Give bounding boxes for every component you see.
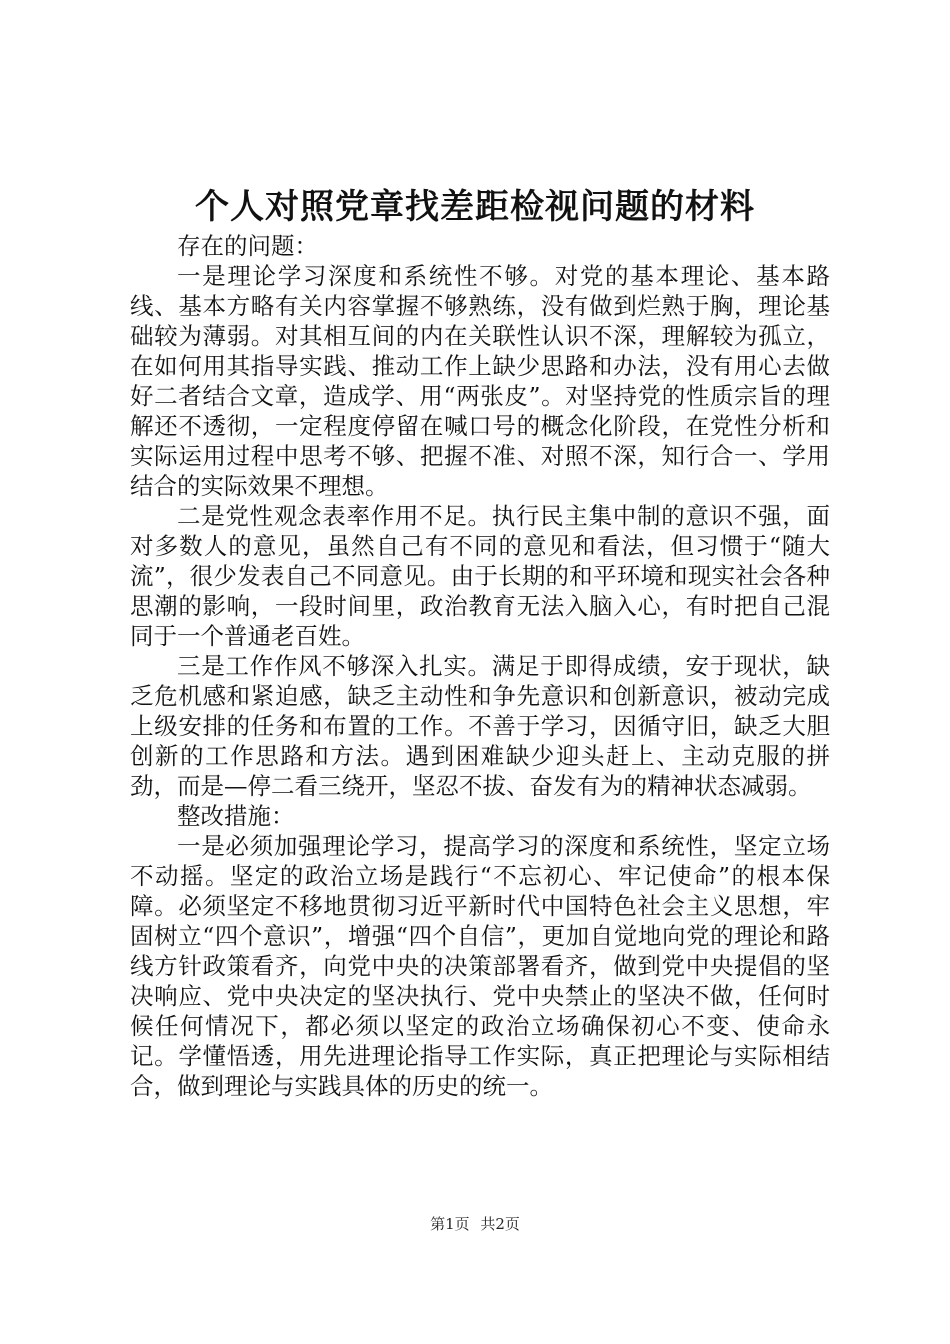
page-number-current: 第1页 [430,1215,470,1233]
page-number-total: 共2页 [480,1215,520,1233]
section-heading-measures: 整改措施： [177,802,295,830]
paragraph-problem-2: 二是党性观念表率作用不足。执行民主集中制的意识不强，面对多数人的意见，虽然自己有不同的意见和看法，但习惯于“随大流”，很少发表自己不同意见。由于长期的和平环境和现实社会各种思潮的影响，一段时间里，政治教育无法入脑入心，有时把自己混同于一个普通老百姓。 [130,502,830,650]
page-footer [0,1214,950,1234]
document-body [130,231,830,1101]
section-heading-problems: 存在的问题： [177,232,318,260]
paragraph-problem-1: 一是理论学习深度和系统性不够。对党的基本理论、基本路线、基本方略有关内容掌握不够熟练，没有做到烂熟于胸，理论基础较为薄弱。对其相互间的内在关联性认识不深，理解较为孤立，在如何用其指导实践、推动工作上缺少思路和办法，没有用心去做好二者结合文章，造成学、用“两张皮”。对坚持党的性质宗旨的理解还不透彻，一定程度停留在喊口号的概念化阶段，在党性分析和实际运用过程中思考不够、把握不准、对照不深，知行合一、学用结合的实际效果不理想。 [130,262,830,500]
paragraph-measure-1: 一是必须加强理论学习，提高学习的深度和系统性，坚定立场不动摇。坚定的政治立场是践行“不忘初心、牢记使命”的根本保障。必须坚定不移地贯彻习近平新时代中国特色社会主义思想，牢固树立“四个意识”，增强“四个自信”，更加自觉地向党的理论和路线方针政策看齐，向党中央的决策部署看齐，做到党中央提倡的坚决响应、党中央决定的坚决执行、党中央禁止的坚决不做，任何时候任何情况下，都必须以坚定的政治立场确保初心不变、使命永记。学懂悟透，用先进理论指导工作实际，真正把理论与实际相结合，做到理论与实践具体的历史的统一。 [130,832,830,1100]
document-title: 个人对照党章找差距检视问题的材料 [195,187,755,227]
paragraph-problem-3: 三是工作作风不够深入扎实。满足于即得成绩，安于现状，缺乏危机感和紧迫感，缺乏主动性和争先意识和创新意识，被动完成上级安排的任务和布置的工作。不善于学习，因循守旧，缺乏大胆创新的工作思路和方法。遇到困难缺少迎头赶上、主动克服的拼劲，而是—停二看三绕开，坚忍不拔、奋发有为的精神状态减弱。 [130,652,830,800]
